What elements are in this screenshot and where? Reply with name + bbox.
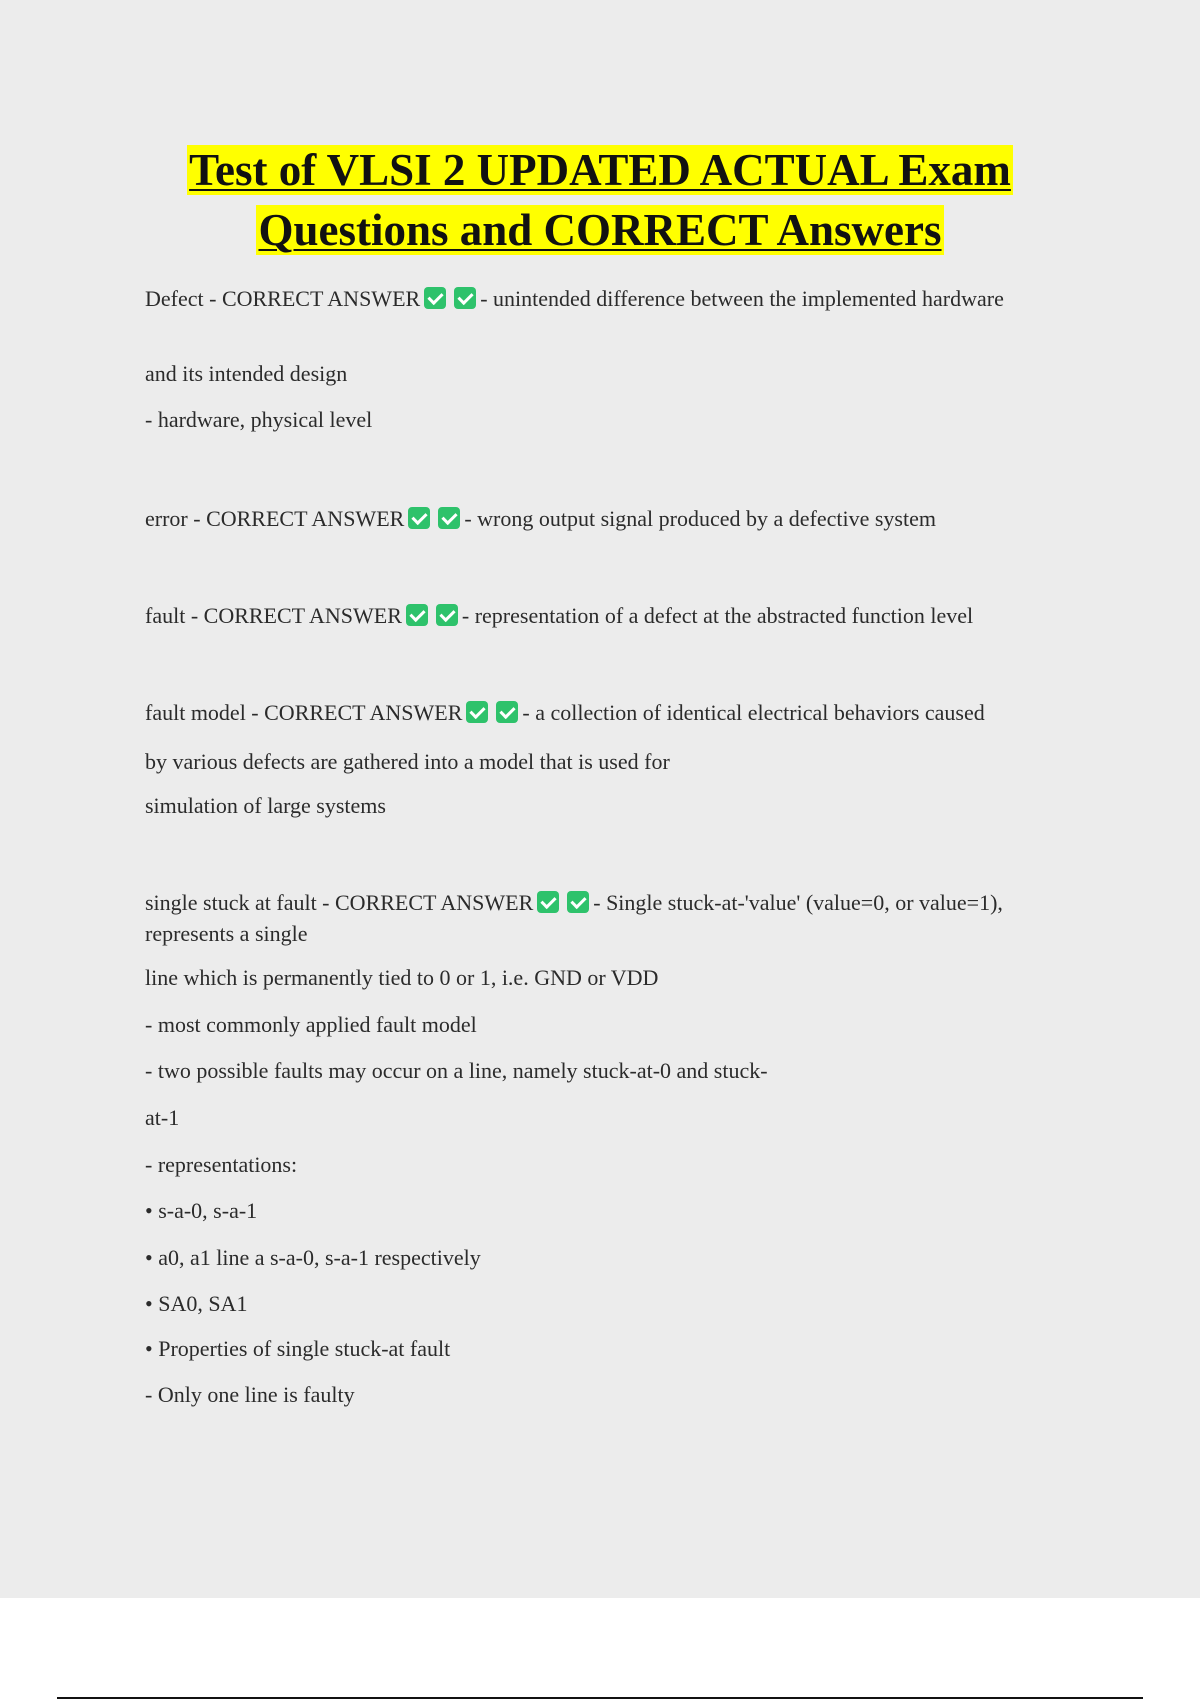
entry-line: and its intended design: [145, 361, 348, 386]
entry-single-stuck-at-fault: [145, 887, 1025, 949]
entry-line: • a0, a1 line a s-a-0, s-a-1 respectively: [145, 1245, 481, 1270]
entry-line: by various defects are gathered into a model that is used for: [145, 749, 670, 774]
entry-fault: [145, 600, 973, 631]
entry-term: fault - CORRECT ANSWER: [145, 603, 402, 628]
entry-definition: - Single stuck-at-'value' (value=0, or value=1), represents a single: [145, 890, 1003, 946]
entry-line: - most commonly applied fault model: [145, 1012, 477, 1037]
footer-divider: [57, 1697, 1143, 1699]
entry-line: • Properties of single stuck-at fault: [145, 1336, 451, 1361]
check-mark-icon: [406, 604, 428, 626]
entry-line: at-1: [145, 1105, 180, 1130]
entry-definition: - a collection of identical electrical behaviors caused: [522, 700, 985, 725]
check-mark-icon: [466, 701, 488, 723]
entry-line: • SA0, SA1: [145, 1291, 248, 1316]
entry-line: • s-a-0, s-a-1: [145, 1198, 258, 1223]
check-mark-icon: [454, 287, 476, 309]
entry-line: simulation of large systems: [145, 793, 386, 818]
check-mark-icon: [496, 701, 518, 723]
entry-definition: - wrong output signal produced by a defective system: [464, 506, 936, 531]
entry-term: error - CORRECT ANSWER: [145, 506, 405, 531]
entry-line: - representations:: [145, 1152, 298, 1177]
entry-term: Defect - CORRECT ANSWER: [145, 286, 421, 311]
title-line-1: Test of VLSI 2 UPDATED ACTUAL Exam: [189, 145, 1011, 195]
check-mark-icon: [408, 507, 430, 529]
entry-error: [145, 503, 936, 534]
entry-line: - hardware, physical level: [145, 407, 373, 432]
entry-fault-model: [145, 697, 985, 728]
entry-line: line which is permanently tied to 0 or 1, i.e. GND or VDD: [145, 965, 659, 990]
check-mark-icon: [438, 507, 460, 529]
document-title: [0, 140, 1200, 260]
entry-term: fault model - CORRECT ANSWER: [145, 700, 463, 725]
entry-definition: - unintended difference between the implemented hardware: [480, 286, 1004, 311]
check-mark-icon: [424, 287, 446, 309]
entry-term: single stuck at fault - CORRECT ANSWER: [145, 890, 534, 915]
check-mark-icon: [567, 891, 589, 913]
entry-line: - two possible faults may occur on a line, namely stuck-at-0 and stuck-: [145, 1058, 768, 1083]
entry-defect: [145, 283, 1025, 314]
entry-line: - Only one line is faulty: [145, 1382, 355, 1407]
title-line-2: Questions and CORRECT Answers: [258, 205, 942, 255]
entry-definition: - representation of a defect at the abstracted function level: [461, 603, 974, 628]
check-mark-icon: [436, 604, 458, 626]
check-mark-icon: [537, 891, 559, 913]
